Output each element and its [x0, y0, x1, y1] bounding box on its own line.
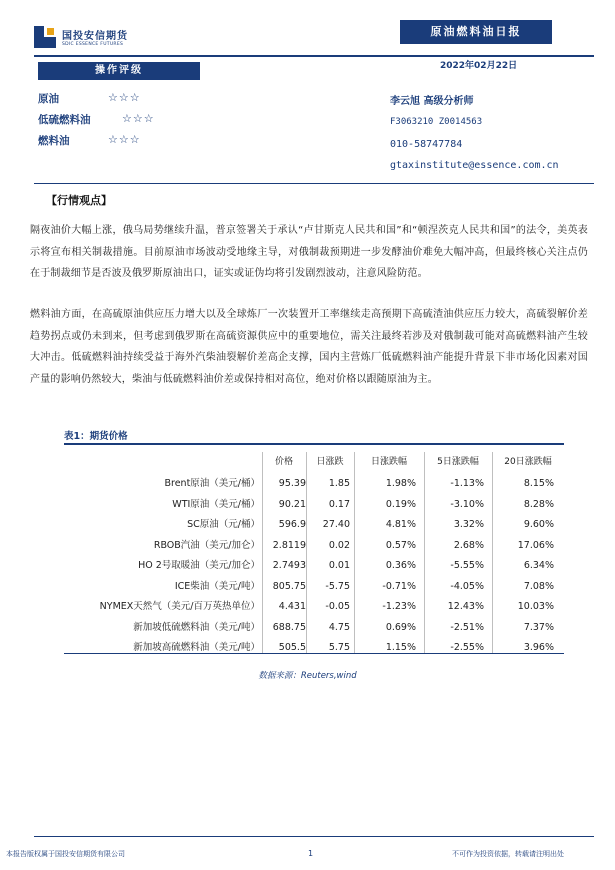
market-view-paragraph-fuel-oil: 燃料油方面，在高硫原油供应压力增大以及全球炼厂一次装置开工率继续走高预期下高硫渣油供应压力较大，高硫裂解价差趋势拐点或仍未到来，但考虑到俄罗斯在高硫资源供应中的重要地位，需关注最终若涉及对俄制裁可能对高硫燃料油产生较大冲击。低硫燃料油持续受益于海外汽柴油裂解价差高企支撑，国内主营炼厂低硫燃料油产能提升背景下非市场化因素对国产量的影响仍然较大，柴油与低硫燃料油价差或保持相对高位，绝对价格以跟随原油为主。 — [30, 309, 588, 385]
report-title-badge: 原油燃料油日报 — [400, 20, 552, 44]
analyst-info — [390, 92, 559, 171]
table-row — [64, 535, 564, 556]
rating-row-fuel-oil — [38, 130, 141, 151]
table-row — [64, 514, 564, 535]
table-row — [64, 596, 564, 617]
table-cell-name: 新加坡低硫燃料油（美元/吨） — [133, 621, 260, 633]
table-bottom-rule — [64, 653, 564, 654]
table-cell-chg: 4.75 — [328, 621, 350, 633]
table-cell-price: 688.75 — [272, 621, 306, 633]
table-cell-pct20: 9.60% — [523, 519, 554, 530]
rating-name: 低硫燃料油 — [38, 114, 91, 126]
logo-name-cn: 国投安信期货 — [62, 31, 128, 42]
table-cell-pct: 0.36% — [385, 560, 416, 571]
footer-copyright: 本报告版权属于国投安信期货有限公司 — [6, 850, 125, 858]
company-logo — [34, 24, 154, 50]
table-title: 表1：期货价格 — [64, 431, 128, 442]
rating-name: 燃料油 — [38, 135, 70, 147]
table-cell-pct20: 8.28% — [523, 498, 554, 510]
table-cell-name: NYMEX天然气（美元/百万英热单位） — [99, 601, 260, 612]
table-cell-pct5: 12.43% — [447, 601, 484, 612]
rating-stars-icon: ☆☆☆ — [108, 91, 141, 104]
table-header-row — [64, 452, 564, 473]
table-cell-pct20: 7.08% — [523, 580, 554, 592]
table-cell-price: 805.75 — [272, 580, 306, 592]
column-header: 5日涨跌幅 — [437, 457, 479, 467]
rating-title: 操作评级 — [38, 62, 200, 80]
table-top-rule — [64, 443, 564, 445]
table-cell-price: 2.8119 — [272, 539, 306, 551]
analyst-email[interactable]: gtaxinstitute@essence.com.cn — [390, 160, 559, 171]
report-date: 2022年02月22日 — [440, 61, 518, 71]
table-cell-name: Brent原油（美元/桶） — [164, 478, 260, 489]
table-cell-name: HO 2号取暖油（美元/加仑） — [138, 560, 260, 571]
table-cell-pct20: 8.15% — [523, 478, 554, 489]
footer-disclaimer: 不可作为投资依据，转载请注明出处 — [452, 850, 564, 858]
analyst-name: 李云旭 高级分析师 — [390, 96, 474, 107]
table-cell-pct20: 6.34% — [523, 560, 554, 571]
header-divider — [34, 55, 594, 57]
table-cell-name: ICE柴油（美元/吨） — [174, 580, 260, 592]
table-cell-price: 2.7493 — [272, 560, 306, 571]
market-view-heading: 【行情观点】 — [46, 194, 112, 207]
table-cell-chg: -5.75 — [325, 580, 350, 592]
rating-stars-icon: ☆☆☆ — [122, 112, 155, 125]
analyst-license-ids: F3063210 Z0014563 — [390, 117, 483, 127]
logo-name-en: SDIC ESSENCE FUTURES — [62, 42, 124, 47]
table-row — [64, 637, 564, 658]
table-row — [64, 555, 564, 576]
table-cell-pct5: -2.51% — [450, 621, 484, 633]
table-cell-chg: 5.75 — [328, 642, 350, 653]
table-row — [64, 494, 564, 515]
analyst-phone: 010-58747784 — [390, 139, 463, 150]
column-header: 价格 — [274, 457, 293, 467]
column-header: 日涨跌幅 — [370, 457, 407, 467]
table-row — [64, 576, 564, 597]
table-cell-chg: 0.02 — [328, 539, 350, 551]
table-cell-price: 4.431 — [278, 601, 306, 612]
page-number: 1 — [308, 849, 314, 858]
table-cell-pct20: 3.96% — [523, 642, 554, 653]
column-header: 日涨跌 — [316, 457, 344, 467]
table-cell-pct5: 3.32% — [453, 519, 484, 530]
table-cell-chg: -0.05 — [325, 601, 350, 612]
rating-row-lsfo — [38, 109, 155, 130]
table-cell-pct5: -3.10% — [450, 498, 484, 510]
table-cell-name: 新加坡高硫燃料油（美元/吨） — [133, 642, 260, 653]
table-cell-price: 90.21 — [278, 498, 306, 510]
market-view-paragraph-crude: 隔夜油价大幅上涨，俄乌局势继续升温，普京签署关于承认“卢甘斯克人民共和国”和“顿涅茨克人民共和国”的法令，美英表示将宣布相关制裁措施。目前原油市场波动受地缘主导，对俄制裁预期进一步发酵油价难免大幅冲高，但最终核心关注点仍在于制裁细节是否波及俄罗斯原油出口，证实或证伪均将引发剧烈波动，注意风险防范。 — [30, 225, 588, 279]
table-cell-name: SC原油（元/桶） — [187, 519, 260, 530]
table-cell-pct20: 17.06% — [517, 539, 554, 551]
table-row — [64, 473, 564, 494]
rating-list — [38, 88, 155, 151]
table-cell-pct: 0.19% — [385, 498, 416, 510]
table-cell-pct20: 7.37% — [523, 621, 554, 633]
table-cell-pct20: 10.03% — [517, 601, 554, 612]
table-cell-name: WTI原油（美元/桶） — [172, 498, 260, 510]
rating-stars-icon: ☆☆☆ — [108, 133, 141, 146]
table-cell-pct5: -2.55% — [450, 642, 484, 653]
table-cell-pct: 1.98% — [385, 478, 416, 489]
table-cell-chg: 0.17 — [328, 498, 350, 510]
table-cell-pct: 1.15% — [385, 642, 416, 653]
table-cell-chg: 1.85 — [328, 478, 350, 489]
rating-name: 原油 — [38, 93, 59, 105]
table-cell-pct: 4.81% — [385, 519, 416, 530]
table-cell-name: RBOB汽油（美元/加仑） — [153, 539, 260, 551]
logo-mark-icon — [34, 26, 56, 48]
table-cell-price: 596.9 — [278, 519, 306, 530]
footer-divider — [34, 836, 594, 837]
table-cell-price: 95.39 — [278, 478, 306, 489]
table-cell-pct5: -1.13% — [450, 478, 484, 489]
section-divider — [34, 183, 594, 184]
table-cell-pct: -1.23% — [382, 601, 416, 612]
rating-row-crude — [38, 88, 141, 109]
table-row — [64, 617, 564, 638]
table-cell-pct: -0.71% — [382, 580, 416, 592]
table-cell-price: 505.5 — [278, 642, 306, 653]
table-cell-chg: 0.01 — [328, 560, 350, 571]
column-header: 20日涨跌幅 — [504, 457, 552, 467]
table-source: 数据来源：Reuters,wind — [258, 671, 357, 681]
table-cell-chg: 27.40 — [322, 519, 350, 530]
table-cell-pct: 0.57% — [385, 539, 416, 551]
table-cell-pct5: 2.68% — [453, 539, 484, 551]
table-cell-pct5: -5.55% — [450, 560, 484, 571]
table-cell-pct: 0.69% — [385, 621, 416, 633]
table-cell-pct5: -4.05% — [450, 580, 484, 592]
